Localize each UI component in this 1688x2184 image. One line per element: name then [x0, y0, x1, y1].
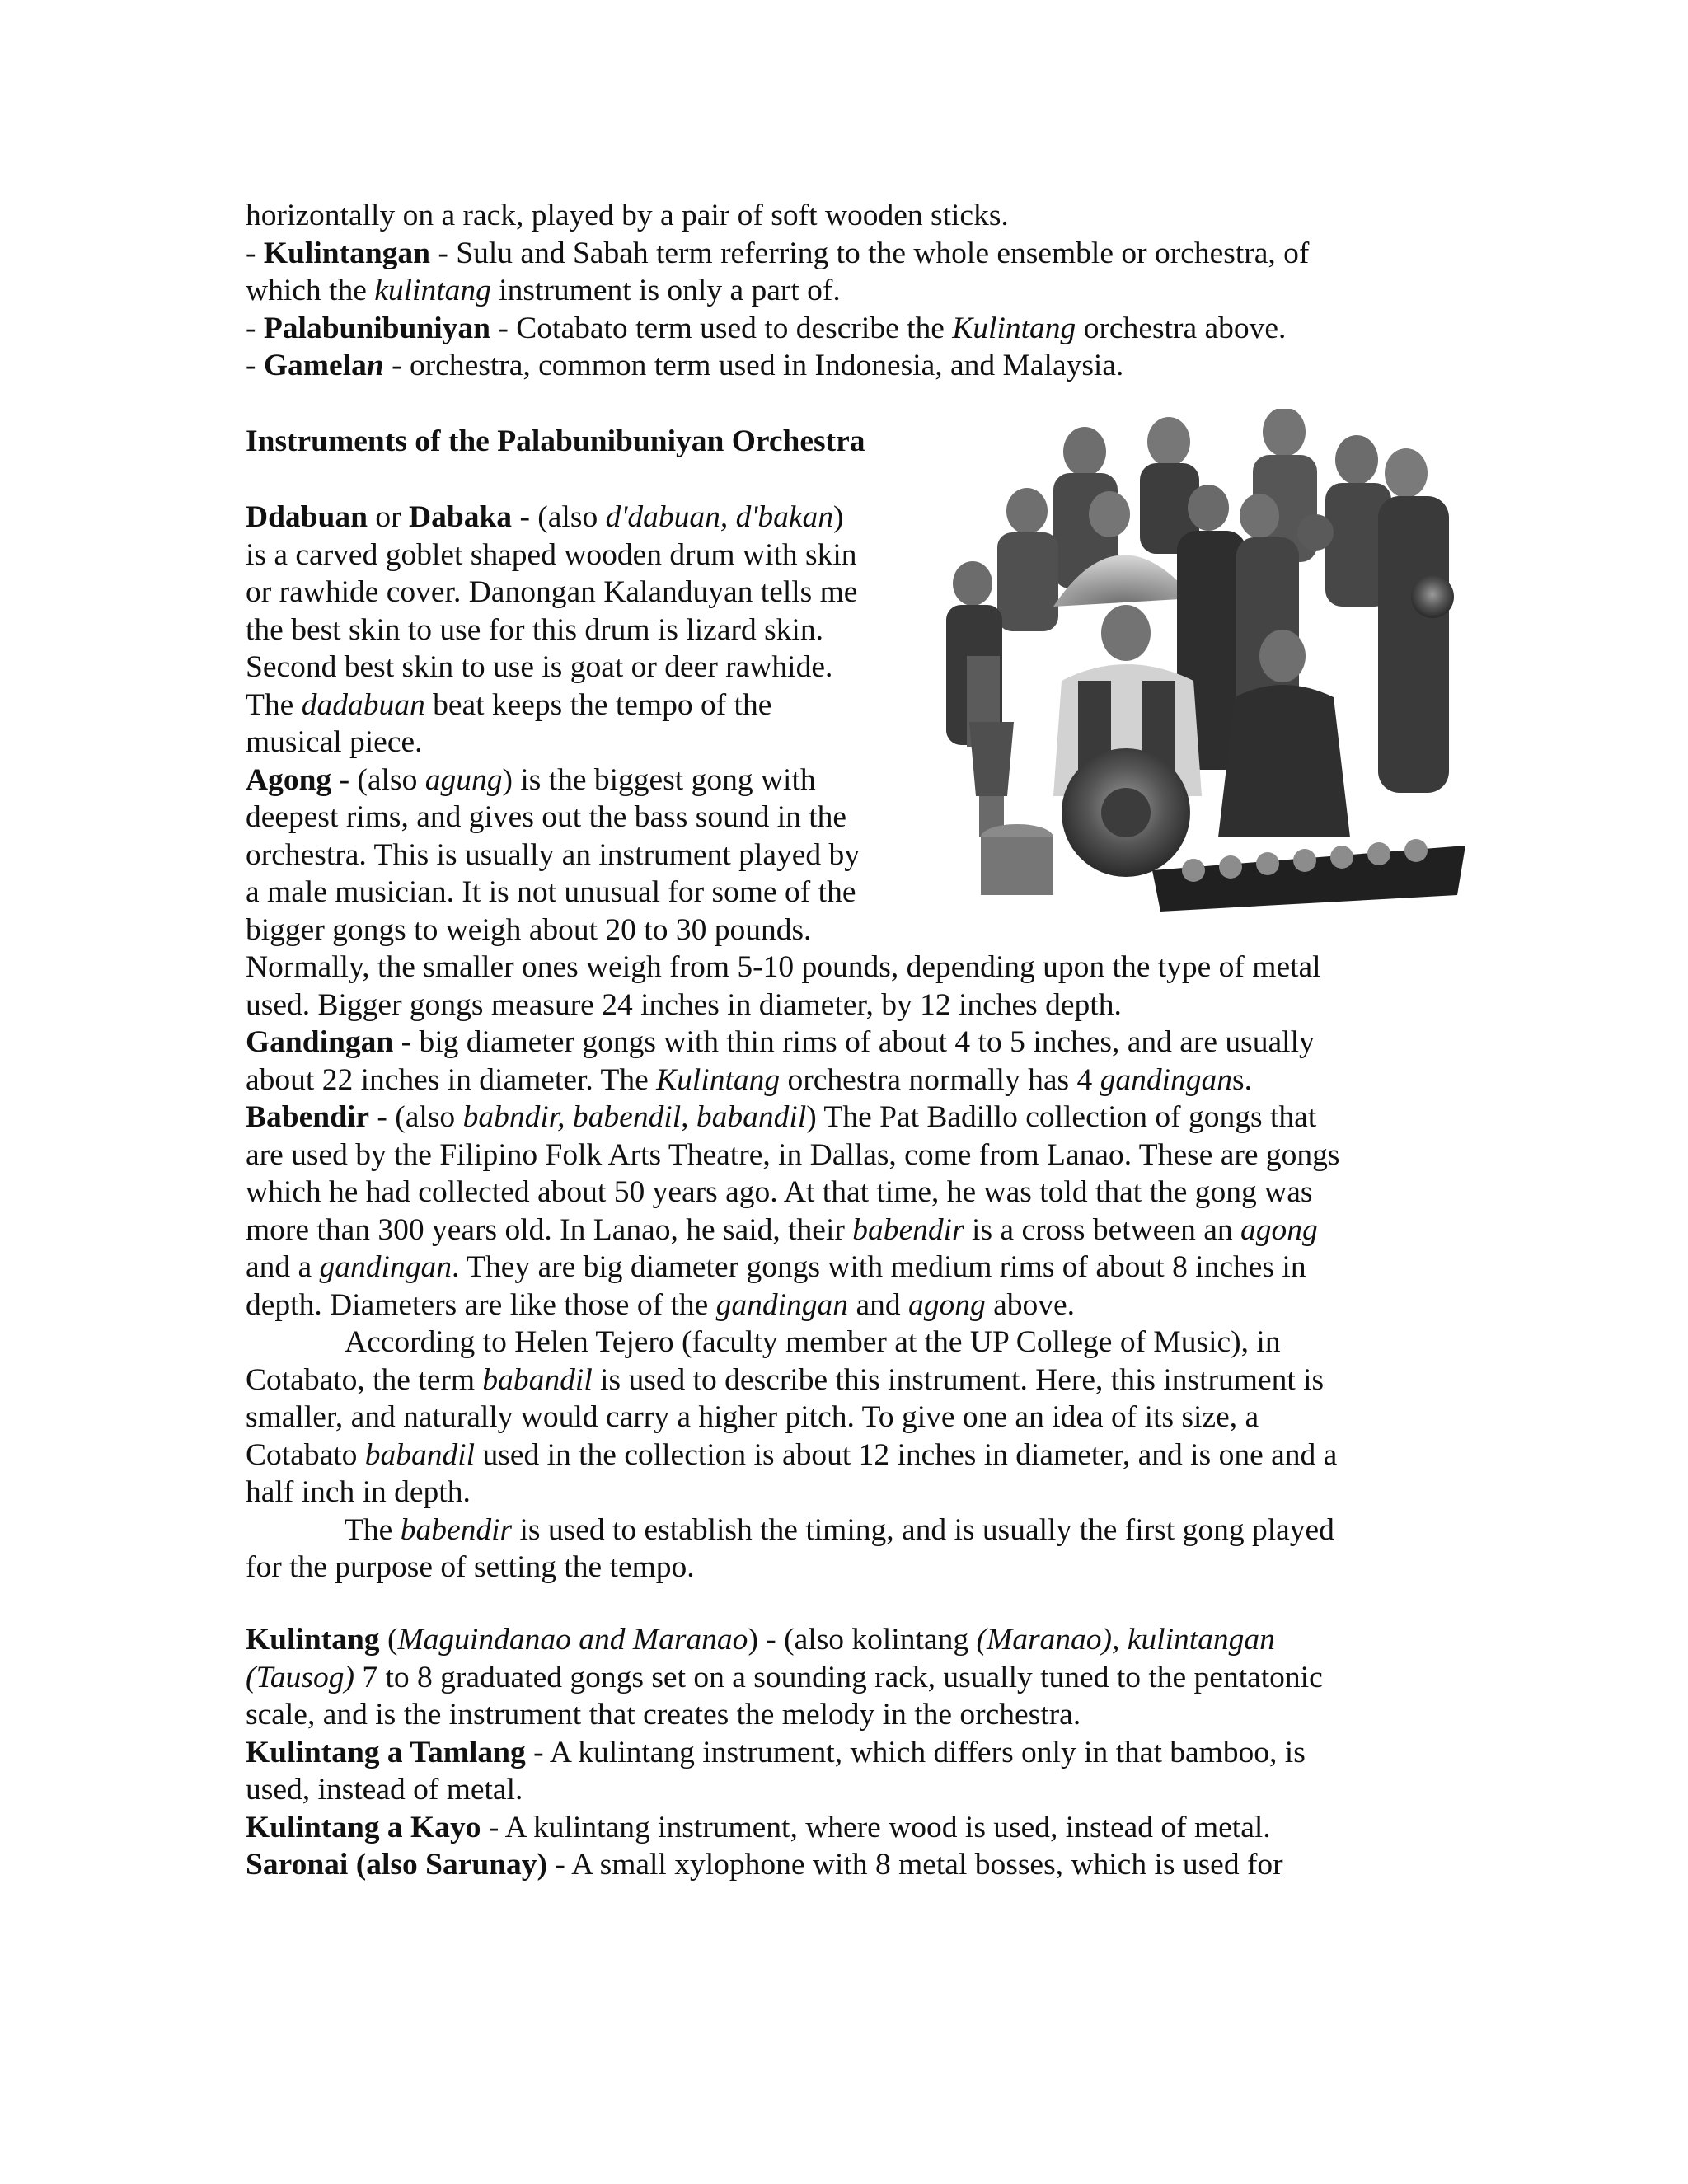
tamlang-entry: Kulintang a Tamlang - A kulintang instrument, which differs only in that bamboo, is [246, 1735, 1306, 1769]
ddabuan-term: Ddabuan [246, 500, 368, 534]
text-line: Cotabato babandil used in the collection is about 12 inches in diameter, and is one and a [246, 1437, 1338, 1472]
kulintangan-entry-cont: which the kulintang instrument is only a part of. [246, 274, 841, 307]
ddabuan-agong-block [246, 499, 1340, 1586]
palabunibuniyan-term: Palabunibuniyan [263, 311, 491, 345]
text-line: depth. Diameters are like those of the gandingan and agong above. [246, 1287, 1076, 1322]
text-line: According to Helen Tejero (faculty member at the UP College of Music), in [345, 1325, 1281, 1359]
text-line: are used by the Filipino Folk Arts Theatre, in Dallas, come from Lanao. These are gongs [246, 1137, 1340, 1172]
intro-line: horizontally on a rack, played by a pair of soft wooden sticks. [246, 199, 1009, 232]
text-line: or rawhide cover. Danongan Kalanduyan tells me [246, 575, 858, 609]
ddabuan-entry: Ddabuan or Dabaka - (also d'dabuan, d'bakan) [246, 500, 844, 534]
intro-block [246, 197, 1432, 385]
agong-entry: Agong - (also agung) is the biggest gong with [246, 762, 816, 797]
dabaka-term: Dabaka [409, 500, 513, 534]
text-line: about 22 inches in diameter. The Kulintang orchestra normally has 4 gandingans. [246, 1062, 1252, 1097]
text-line: The babendir is used to establish the timing, and is usually the first gong played [345, 1512, 1334, 1547]
babendir-entry: Babendir - (also babndir, babendil, babandil) The Pat Badillo collection of gongs that [246, 1100, 1317, 1134]
text-line: orchestra. This is usually an instrument played by [246, 837, 860, 872]
text-line: bigger gongs to weigh about 20 to 30 pounds. [246, 912, 812, 947]
text-line: deepest rims, and gives out the bass sound in the [246, 800, 847, 834]
text-line: the best skin to use for this drum is lizard skin. [246, 612, 823, 647]
text-line: for the purpose of setting the tempo. [246, 1550, 695, 1584]
kulintangan-term: Kulintangan [263, 236, 431, 270]
text-line: and a gandingan. They are big diameter gongs with medium rims of about 8 inches in [246, 1250, 1306, 1284]
text-line: used, instead of metal. [246, 1773, 523, 1807]
kulintang-entry: Kulintang (Maguindanao and Maranao) - (also kolintang (Maranao), kulintangan [246, 1623, 1275, 1657]
saronai-term: Saronai (also Sarunay) [246, 1848, 548, 1882]
text-line: Cotabato, the term babandil is used to describe this instrument. Here, this instrument is [246, 1362, 1325, 1397]
text-line: more than 300 years old. In Lanao, he said, their babendir is a cross between an agong [246, 1212, 1318, 1247]
text-line: Normally, the smaller ones weigh from 5-10 pounds, depending upon the type of metal [246, 950, 1321, 984]
text-line: which he had collected about 50 years ago. At that time, he was told that the gong was [246, 1175, 1313, 1209]
babendir-term: Babendir [246, 1100, 370, 1134]
text-line: used. Bigger gongs measure 24 inches in diameter, by 12 inches depth. [246, 987, 1122, 1022]
gandingan-term: Gandingan [246, 1025, 394, 1059]
ensemble-photo [930, 409, 1472, 912]
ensemble-photo-image [930, 409, 1472, 912]
kulintang-term: Kulintang [246, 1623, 380, 1657]
gandingan-entry: Gandingan - big diameter gongs with thin rims of about 4 to 5 inches, and are usually [246, 1025, 1315, 1059]
gamelan-entry: - Gamelan - orchestra, common term used in Indonesia, and Malaysia. [246, 349, 1124, 382]
kayo-entry: Kulintang a Kayo - A kulintang instrument, where wood is used, instead of metal. [246, 1810, 1271, 1844]
saronai-entry: Saronai (also Sarunay) - A small xylophone with 8 metal bosses, which is used for [246, 1848, 1283, 1882]
kulintangan-entry: - Kulintangan - Sulu and Sabah term referring to the whole ensemble or orchestra, of [246, 236, 1310, 270]
kayo-term: Kulintang a Kayo [246, 1810, 481, 1844]
tamlang-term: Kulintang a Tamlang [246, 1735, 526, 1769]
text-line: Second best skin to use is goat or deer rawhide. [246, 650, 833, 684]
section-heading: Instruments of the Palabunibuniyan Orchestra [246, 424, 865, 458]
kulintang-block [246, 1621, 1432, 1884]
text-line: a male musician. It is not unusual for some of the [246, 875, 856, 909]
text-line: musical piece. [246, 725, 423, 759]
gamelan-term: Gamelan [263, 349, 384, 382]
text-line: smaller, and naturally would carry a higher pitch. To give one an idea of its size, a [246, 1400, 1259, 1434]
text-line: (Tausog) 7 to 8 graduated gongs set on a sounding rack, usually tuned to the pentatonic [246, 1660, 1323, 1694]
text-line: The dadabuan beat keeps the tempo of the [246, 687, 772, 722]
agong-term: Agong [246, 762, 332, 797]
text-line: scale, and is the instrument that creates the melody in the orchestra. [246, 1698, 1081, 1732]
text-line: is a carved goblet shaped wooden drum with skin [246, 537, 857, 572]
text-line: half inch in depth. [246, 1475, 471, 1509]
palabunibuniyan-entry: - Palabunibuniyan - Cotabato term used to describe the Kulintang orchestra above. [246, 311, 1287, 345]
